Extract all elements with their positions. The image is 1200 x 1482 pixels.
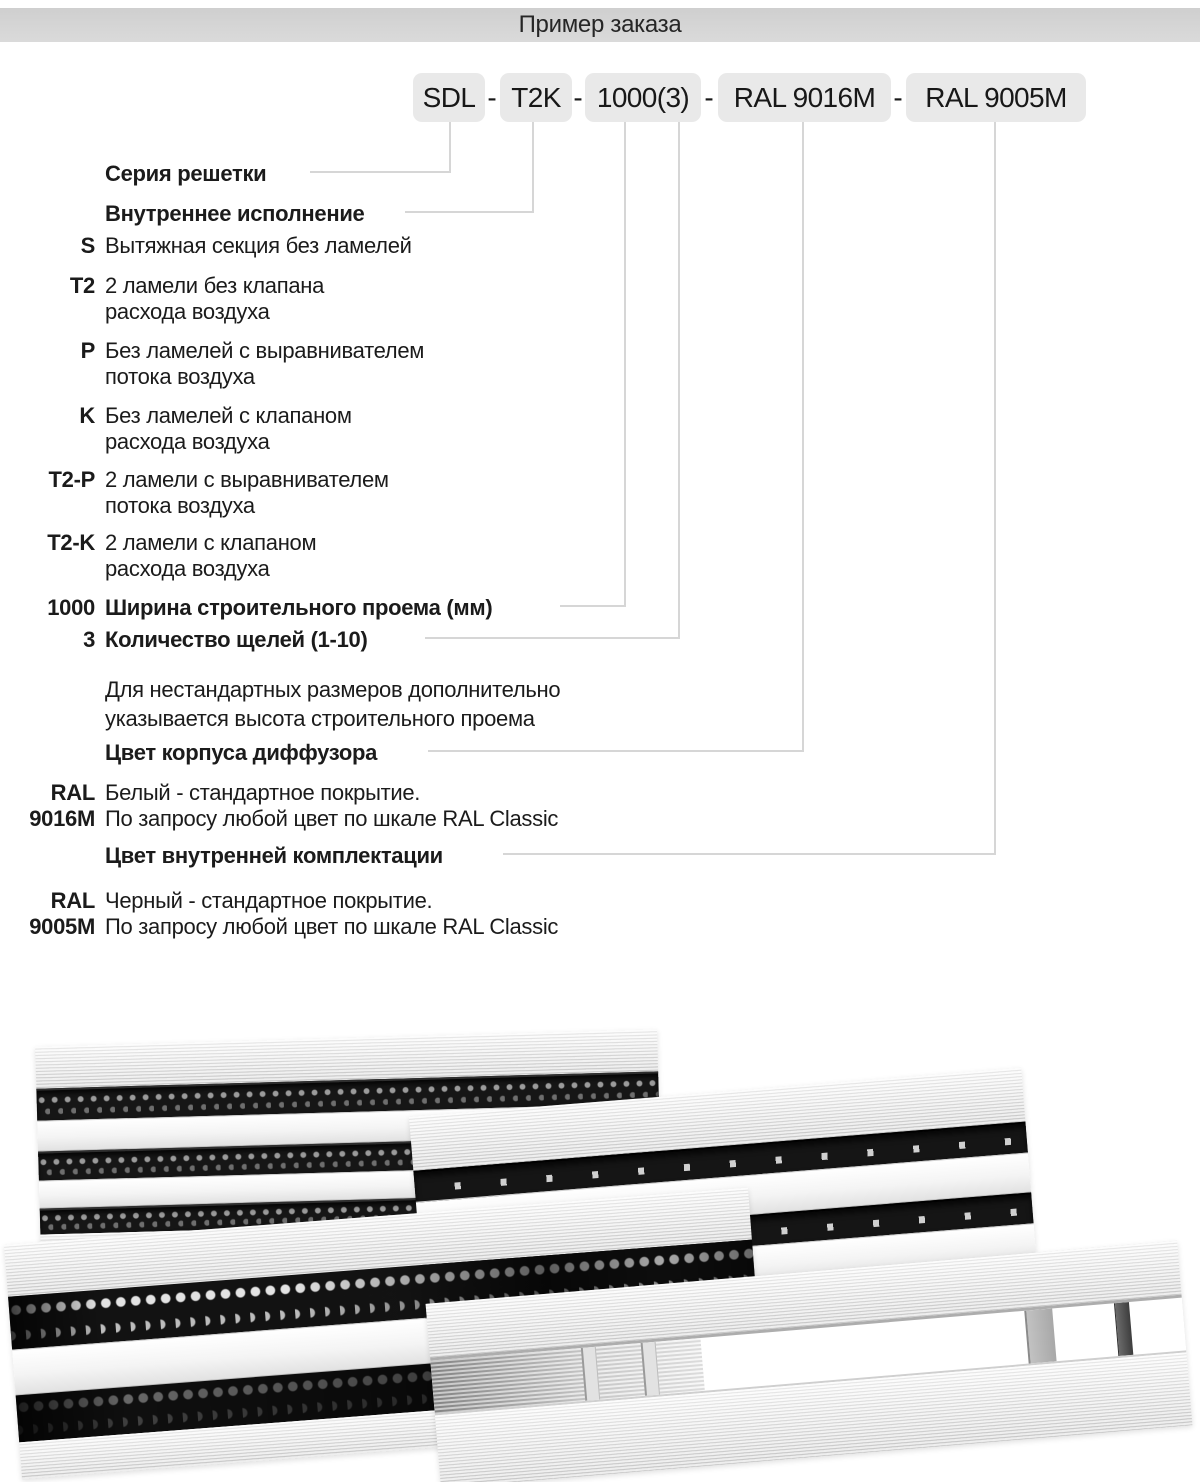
legend-desc-line: Ширина строительного проема (мм) — [105, 595, 493, 620]
order-code-segment-size — [585, 73, 701, 122]
legend-desc-line: Без ламелей с клапаном — [105, 403, 352, 428]
legend-desc-line: расхода воздуха — [105, 429, 270, 454]
legend-term — [0, 888, 95, 940]
legend-term-line: RAL — [50, 888, 95, 913]
page-title: Пример заказа — [518, 11, 682, 38]
product-photos — [0, 1020, 1200, 1482]
legend-heading-text: Цвет корпуса диффузора — [105, 740, 378, 765]
legend-desc-line: 2 ламели с выравнивателем — [105, 467, 389, 492]
order-code-text: 1000(3) — [596, 81, 690, 113]
legend-term: T2 — [69, 273, 95, 298]
legend-heading-text: Внутреннее исполнение — [105, 201, 365, 226]
legend-entry-t2k — [0, 530, 690, 582]
legend-desc-line: По запросу любой цвет по шкале RAL Classic — [105, 806, 559, 831]
legend-note-nonstandard — [0, 675, 690, 733]
legend-term: K — [79, 403, 95, 428]
legend-term-line: 9005M — [29, 914, 95, 939]
legend-entry-p — [0, 338, 690, 390]
legend-desc-line: 2 ламели с клапаном — [105, 530, 317, 555]
order-code-separator: - — [893, 82, 903, 113]
mounting-bracket — [1024, 1309, 1056, 1364]
order-code-separator: - — [704, 82, 714, 113]
legend-desc-line: Белый - стандартное покрытие. — [105, 780, 421, 805]
legend-entry-t2 — [0, 273, 690, 325]
legend-desc-line: потока воздуха — [105, 493, 255, 518]
order-code-text: T2K — [511, 81, 561, 113]
legend-term: P — [80, 338, 95, 363]
legend-note-line: Для нестандартных размеров дополнительно — [105, 677, 561, 702]
legend-term — [0, 780, 95, 832]
order-code-text: RAL 9005M — [925, 81, 1067, 113]
legend-desc-line: Количество щелей (1-10) — [105, 627, 368, 652]
legend-heading-series — [0, 161, 690, 187]
legend-heading-inner-color — [0, 843, 690, 869]
legend-entry-slots — [0, 627, 690, 653]
legend-heading-version — [0, 201, 690, 227]
legend-entry-k — [0, 403, 690, 455]
mounting-bracket — [1114, 1302, 1133, 1356]
order-code-segment-body-color — [718, 73, 891, 122]
legend-term-line: 9016M — [29, 806, 95, 831]
legend-heading-body-color — [0, 740, 690, 766]
legend-desc-line: расхода воздуха — [105, 556, 270, 581]
legend-note-line: указывается высота строительного проема — [105, 706, 535, 731]
legend-entry-ral9005m — [0, 888, 690, 940]
legend-entry-width — [0, 595, 690, 621]
legend-desc-line: расхода воздуха — [105, 299, 270, 324]
order-code-separator: - — [487, 82, 497, 113]
legend-heading-text: Серия решетки — [105, 161, 267, 186]
legend-desc-line: Черный - стандартное покрытие. — [105, 888, 433, 913]
order-code-text: SDL — [422, 81, 476, 113]
legend-term: T2-P — [48, 467, 95, 492]
legend-entry-s — [0, 233, 690, 259]
legend-entry-ral9016m — [0, 780, 690, 832]
legend-term: 3 — [83, 627, 95, 652]
legend-term: T2-K — [47, 530, 95, 555]
legend-desc-line: потока воздуха — [105, 364, 255, 389]
legend-desc-line: По запросу любой цвет по шкале RAL Classic — [105, 914, 559, 939]
legend-heading-text: Цвет внутренней комплектации — [105, 843, 443, 868]
order-code-segment-series — [413, 73, 485, 122]
order-code-segment-version — [500, 73, 572, 122]
legend-desc-line: Вытяжная секция без ламелей — [105, 233, 412, 258]
legend-term-line: RAL — [50, 780, 95, 805]
legend-term: S — [80, 233, 95, 258]
legend-term: 1000 — [47, 595, 95, 620]
legend-desc-line: Без ламелей с выравнивателем — [105, 338, 425, 363]
order-code-separator: - — [573, 82, 583, 113]
page-header-bar — [0, 8, 1200, 42]
legend-entry-t2p — [0, 467, 690, 519]
legend-desc-line: 2 ламели без клапана — [105, 273, 325, 298]
order-code-segment-inner-color — [906, 73, 1086, 122]
order-code-text: RAL 9016M — [733, 81, 876, 113]
